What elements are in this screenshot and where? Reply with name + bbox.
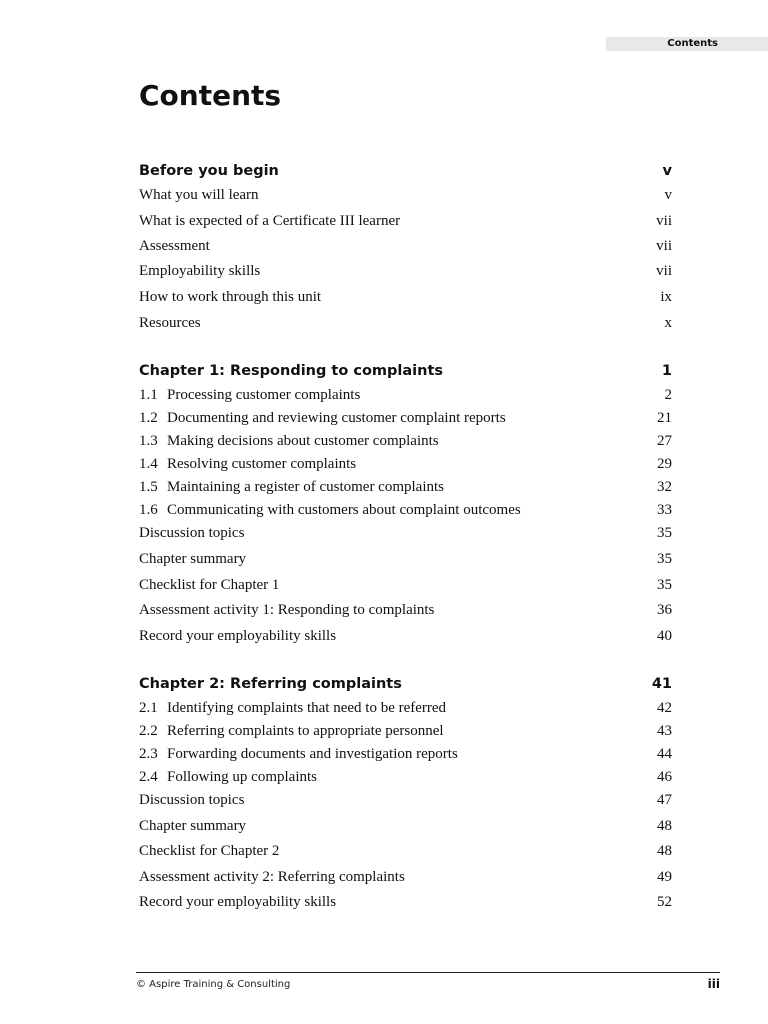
toc-entry-label: Chapter summary (139, 818, 247, 834)
toc-entry-text (139, 432, 439, 450)
toc-entry[interactable] (139, 314, 672, 332)
toc-entry[interactable] (139, 868, 672, 886)
toc-entry-text (139, 842, 279, 860)
toc-entry-page: 32 (657, 479, 672, 495)
toc-entry-text (139, 386, 360, 404)
toc-entry-text (139, 768, 317, 786)
toc-section-heading[interactable] (139, 675, 672, 693)
toc-entry-page: vii (656, 238, 672, 254)
toc-entry-text (139, 237, 210, 255)
toc-entry-page: 21 (657, 410, 672, 426)
toc-entry-label: Referring complaints to appropriate personnel (167, 723, 444, 739)
toc-entry-label: Maintaining a register of customer complaints (167, 479, 445, 495)
toc-entry-page: 46 (657, 769, 672, 785)
page-title: Contents (139, 79, 282, 112)
toc-entry-label: Checklist for Chapter 2 (139, 843, 280, 859)
toc-entry-label: Communicating with customers about complaint outcomes (167, 502, 521, 518)
toc-entry-text (139, 791, 244, 809)
toc-entry-page: 40 (657, 628, 672, 644)
toc-entry-label: What you will learn (139, 187, 259, 203)
toc-entry[interactable] (139, 432, 672, 450)
toc-section-heading[interactable] (139, 162, 672, 180)
toc-entry-page: ix (660, 289, 672, 305)
toc-entry-label: Making decisions about customer complaints (167, 433, 439, 449)
toc-entry-text (139, 601, 434, 619)
toc-entry[interactable] (139, 237, 672, 255)
toc-entry[interactable] (139, 768, 672, 786)
toc-entry-page: x (664, 315, 672, 331)
toc-heading-page: v (662, 163, 672, 179)
toc-entry-page: vii (656, 213, 672, 229)
footer-page-number: iii (707, 977, 720, 991)
toc-entry-label: Processing customer complaints (167, 387, 361, 403)
toc-entry-text (139, 455, 356, 473)
toc-entry-label: Record your employability skills (139, 628, 337, 644)
toc-entry-page: 35 (657, 551, 672, 567)
toc-entry-label: Resources (139, 315, 201, 331)
toc-entry-text (139, 722, 444, 740)
toc-entry-page: 29 (657, 456, 672, 472)
toc-entry-text (139, 212, 400, 230)
toc-entry[interactable] (139, 478, 672, 496)
toc-entry-label: Assessment (139, 238, 210, 254)
toc-heading-page: 1 (661, 363, 672, 379)
toc-entry[interactable] (139, 842, 672, 860)
toc-entry-page: vii (656, 263, 672, 279)
toc-entry-page: 33 (657, 502, 672, 518)
toc-entry-label: Assessment activity 2: Referring complaints (139, 869, 405, 885)
toc-entry-page: 36 (657, 602, 672, 618)
toc-entry-label: Checklist for Chapter 1 (139, 577, 280, 593)
toc-entry-text (139, 576, 279, 594)
toc-entry[interactable] (139, 550, 672, 568)
toc-entry-text (139, 745, 458, 763)
toc-entry[interactable] (139, 722, 672, 740)
toc-entry-number: 2.3 (139, 746, 158, 762)
toc-entry[interactable] (139, 386, 672, 404)
toc-entry[interactable] (139, 893, 672, 911)
toc-entry-page: 44 (657, 746, 672, 762)
toc-entry-label: Discussion topics (139, 525, 245, 541)
toc-entry[interactable] (139, 817, 672, 835)
toc-entry-text (139, 699, 446, 717)
toc-section-heading[interactable] (139, 362, 672, 380)
toc-entry[interactable] (139, 699, 672, 717)
running-header (606, 37, 768, 51)
toc-entry-label: Documenting and reviewing customer complaint reports (167, 410, 506, 426)
toc-entry-page: 47 (657, 792, 672, 808)
toc-entry-text (139, 186, 259, 204)
toc-entry-page: 43 (657, 723, 672, 739)
toc-entry-page: 49 (657, 869, 672, 885)
toc-entry-text (139, 868, 405, 886)
toc-entry-label: How to work through this unit (139, 289, 322, 305)
toc-entry[interactable] (139, 745, 672, 763)
toc-entry-text (139, 409, 506, 427)
toc-entry-number: 1.3 (139, 433, 158, 449)
toc-entry-label: Employability skills (139, 263, 261, 279)
toc-entry[interactable] (139, 409, 672, 427)
footer-divider (136, 972, 720, 973)
toc-entry-label: Following up complaints (167, 769, 317, 785)
toc-entry[interactable] (139, 791, 672, 809)
toc-entry-label: Chapter summary (139, 551, 247, 567)
toc-entry-number: 2.1 (139, 700, 158, 716)
toc-entry-text (139, 550, 246, 568)
toc-entry-number: 1.1 (139, 387, 158, 403)
toc-entry[interactable] (139, 186, 672, 204)
toc-entry-text (139, 288, 321, 306)
toc-entry-page: 48 (657, 818, 672, 834)
toc-entry-text (139, 893, 336, 911)
toc-entry-number: 1.5 (139, 479, 158, 495)
toc-entry-label: Record your employability skills (139, 894, 337, 910)
toc-entry-number: 1.4 (139, 456, 158, 472)
toc-entry-number: 1.2 (139, 410, 158, 426)
toc-entry-page: 35 (657, 525, 672, 541)
toc-entry-label: Resolving customer complaints (167, 456, 357, 472)
toc-entry-text (139, 262, 260, 280)
toc-entry[interactable] (139, 288, 672, 306)
toc-entry-text (139, 627, 336, 645)
toc-entry[interactable] (139, 576, 672, 594)
toc-entry-label: Discussion topics (139, 792, 245, 808)
toc-heading-page: 41 (651, 676, 672, 692)
toc-entry[interactable] (139, 627, 672, 645)
toc-entry-label: What is expected of a Certificate III learner (139, 213, 401, 229)
toc-entry-page: 2 (664, 387, 672, 403)
toc-heading-title: Before you begin (139, 163, 279, 179)
toc-entry[interactable] (139, 501, 672, 519)
toc-entry-page: 52 (657, 894, 672, 910)
toc-entry-label: Forwarding documents and investigation reports (167, 746, 458, 762)
toc-entry[interactable] (139, 455, 672, 473)
toc-entry-page: 35 (657, 577, 672, 593)
toc-entry-text (139, 501, 521, 519)
toc-entry-label: Assessment activity 1: Responding to complaints (139, 602, 435, 618)
toc-entry-page: 42 (657, 700, 672, 716)
toc-heading-title: Chapter 1: Responding to complaints (139, 363, 444, 379)
toc-entry-page: v (664, 187, 672, 203)
toc-entry[interactable] (139, 524, 672, 542)
toc-entry-text (139, 524, 244, 542)
toc-entry-text (139, 314, 201, 332)
toc-entry-page: 48 (657, 843, 672, 859)
toc-entry-label: Identifying complaints that need to be referred (167, 700, 447, 716)
toc-entry-number: 1.6 (139, 502, 158, 518)
toc-entry-page: 27 (657, 433, 672, 449)
toc-entry-number: 2.4 (139, 769, 158, 785)
toc-entry[interactable] (139, 601, 672, 619)
footer-copyright: © Aspire Training & Consulting (136, 979, 291, 990)
toc-entry-text (139, 817, 246, 835)
toc-entry-text (139, 478, 444, 496)
toc-entry[interactable] (139, 212, 672, 230)
toc-entry-number: 2.2 (139, 723, 158, 739)
toc-entry[interactable] (139, 262, 672, 280)
toc-heading-title: Chapter 2: Referring complaints (139, 676, 402, 692)
running-header-label: Contents (667, 38, 718, 49)
